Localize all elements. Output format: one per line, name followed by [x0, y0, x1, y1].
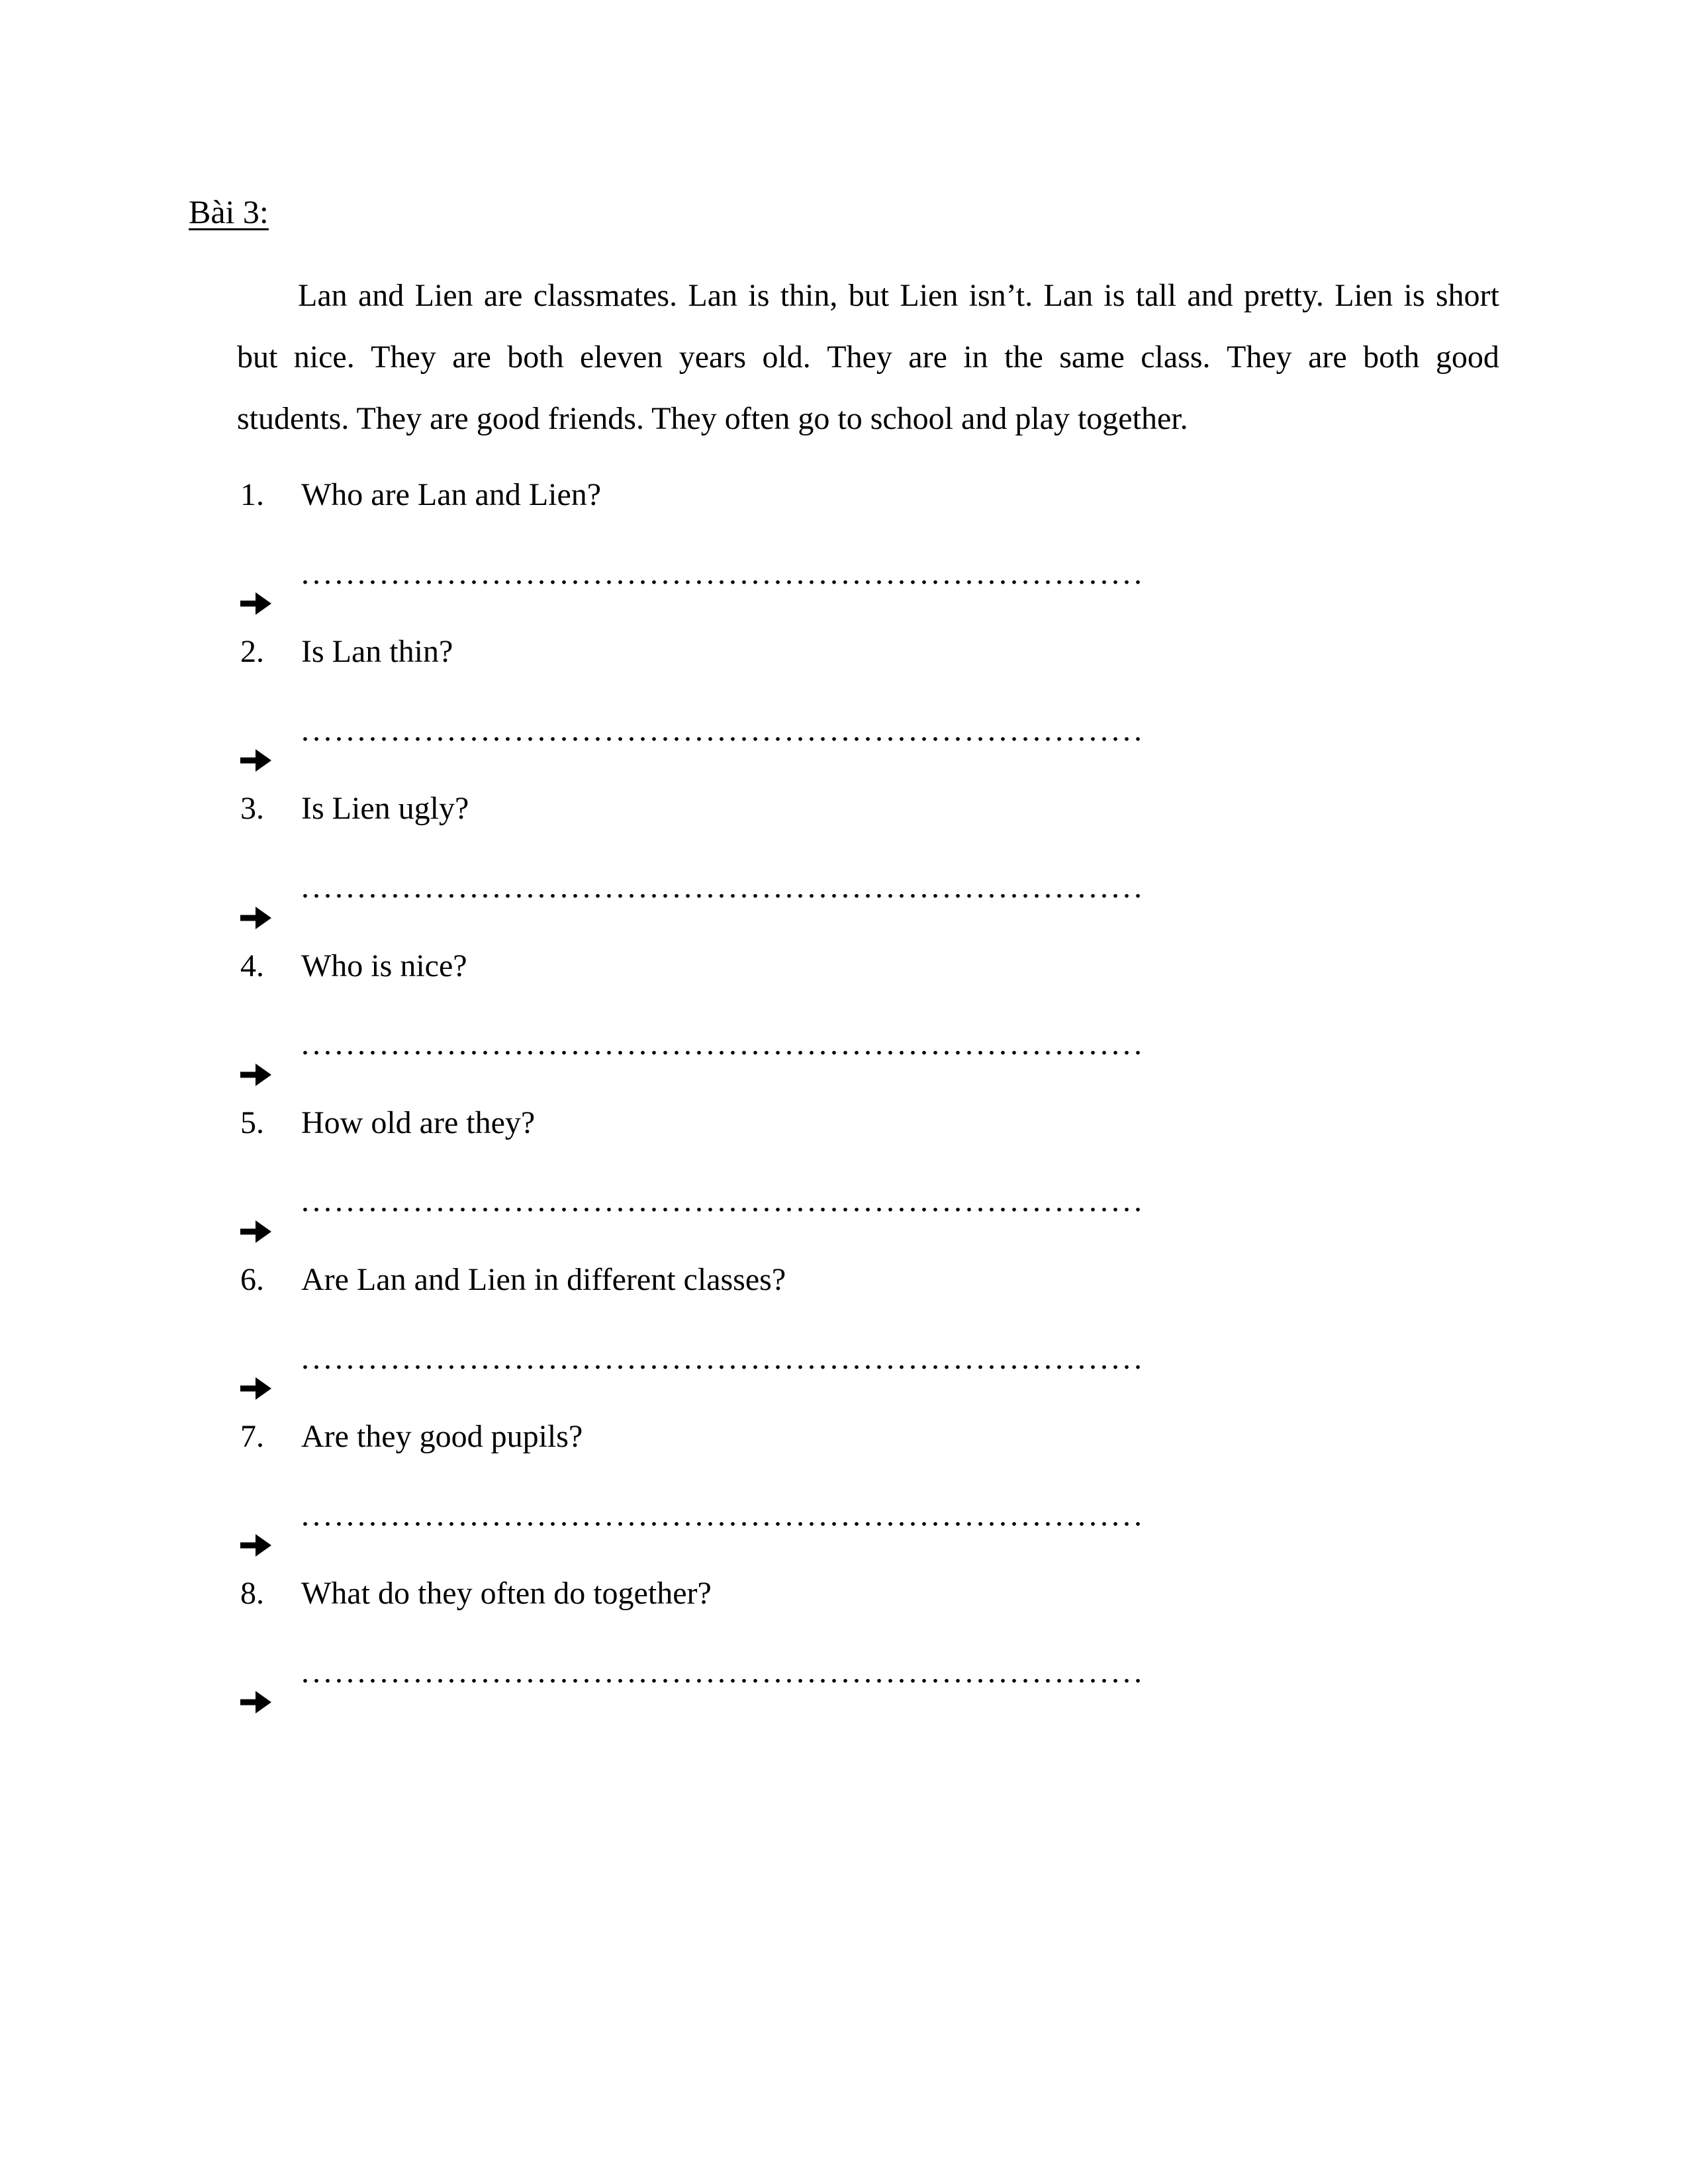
passage-word: both	[1363, 340, 1420, 375]
question-text: What do they often do together?	[301, 1576, 712, 1612]
answer-blank-line: ...........................................................................	[301, 1026, 1145, 1062]
passage-word: and	[357, 278, 404, 313]
question-row	[237, 770, 1499, 848]
passage-word: good	[1435, 340, 1499, 375]
question-text: How old are they?	[301, 1105, 536, 1140]
passage-word: but	[848, 278, 890, 313]
question-number: 5.	[240, 1105, 264, 1140]
passage-word: are	[908, 340, 947, 375]
passage-word: old.	[762, 340, 811, 375]
passage-word: Lan	[298, 278, 348, 313]
passage-word: in	[963, 340, 988, 375]
passage-word: thin,	[780, 278, 838, 313]
answer-blank-line: ...........................................................................	[301, 1497, 1145, 1533]
passage-word: pretty.	[1244, 278, 1324, 313]
question-row	[237, 1398, 1499, 1477]
question-row	[237, 1084, 1499, 1163]
page-title: Bài 3:	[189, 193, 269, 230]
passage-word: tall	[1135, 278, 1177, 313]
question-text: Are they good pupils?	[301, 1419, 583, 1455]
question-row	[237, 456, 1499, 535]
passage-word: They	[1227, 340, 1292, 375]
answer-row	[237, 692, 1499, 770]
passage-word: are	[452, 340, 491, 375]
question-number: 6.	[240, 1261, 264, 1297]
passage-word: They	[371, 340, 436, 375]
passage-word: same	[1059, 340, 1125, 375]
passage-word: Lan	[1043, 278, 1094, 313]
question-number: 7.	[240, 1419, 264, 1455]
passage-word: is	[1403, 278, 1425, 313]
question-text: Who is nice?	[301, 948, 467, 983]
question-text: Is Lien ugly?	[301, 791, 469, 827]
question-number: 8.	[240, 1576, 264, 1612]
passage-word: are	[483, 278, 523, 313]
answer-blank-line: ...........................................................................	[301, 712, 1145, 748]
question-row	[237, 927, 1499, 1006]
passage-word: and	[1187, 278, 1233, 313]
passage-word: short	[1435, 278, 1499, 313]
answer-row	[237, 1477, 1499, 1555]
passage-word: They	[827, 340, 892, 375]
question-number: 1.	[240, 477, 264, 512]
arrow-right-icon	[237, 1663, 301, 1742]
passage-word: is	[1103, 278, 1125, 313]
question-text: Is Lan thin?	[301, 634, 453, 670]
question-number: 4.	[240, 948, 264, 983]
passage-word: Lien	[1335, 278, 1393, 313]
passage-line	[237, 265, 1499, 326]
passage-word: Lien	[900, 278, 959, 313]
answer-blank-line: ...........................................................................	[301, 1183, 1145, 1219]
answer-blank-line: ...........................................................................	[301, 1654, 1145, 1690]
passage-word: the	[1004, 340, 1043, 375]
passage-word: class.	[1141, 340, 1211, 375]
question-number: 2.	[240, 634, 264, 670]
answer-row	[237, 1320, 1499, 1398]
passage-word: classmates.	[533, 278, 678, 313]
passage-word: eleven	[580, 340, 663, 375]
answer-blank-line: ...........................................................................	[301, 1340, 1145, 1376]
question-list	[237, 456, 1499, 1712]
passage-word: nice.	[293, 340, 355, 375]
answer-blank-line: ...........................................................................	[301, 555, 1145, 591]
answer-row	[237, 848, 1499, 927]
passage-word: Lan	[688, 278, 738, 313]
answer-row	[237, 1633, 1499, 1712]
question-text: Who are Lan and Lien?	[301, 477, 602, 512]
passage-word: Lien	[414, 278, 473, 313]
question-text: Are Lan and Lien in different classes?	[301, 1261, 786, 1297]
question-row	[237, 1555, 1499, 1633]
question-number: 3.	[240, 791, 264, 827]
passage-line: students. They are good friends. They often go to school and play together.	[237, 401, 1188, 436]
answer-row	[237, 1162, 1499, 1241]
question-row	[237, 1241, 1499, 1320]
passage-word: are	[1308, 340, 1347, 375]
passage-line	[237, 326, 1499, 388]
question-row	[237, 613, 1499, 692]
passage-word: is	[748, 278, 770, 313]
reading-passage	[237, 265, 1499, 449]
passage-word: but	[237, 340, 278, 375]
answer-row	[237, 535, 1499, 614]
passage-word: isn’t.	[968, 278, 1033, 313]
passage-word: both	[507, 340, 564, 375]
answer-row	[237, 1005, 1499, 1084]
answer-blank-line: ...........................................................................	[301, 869, 1145, 905]
passage-word: years	[679, 340, 747, 375]
